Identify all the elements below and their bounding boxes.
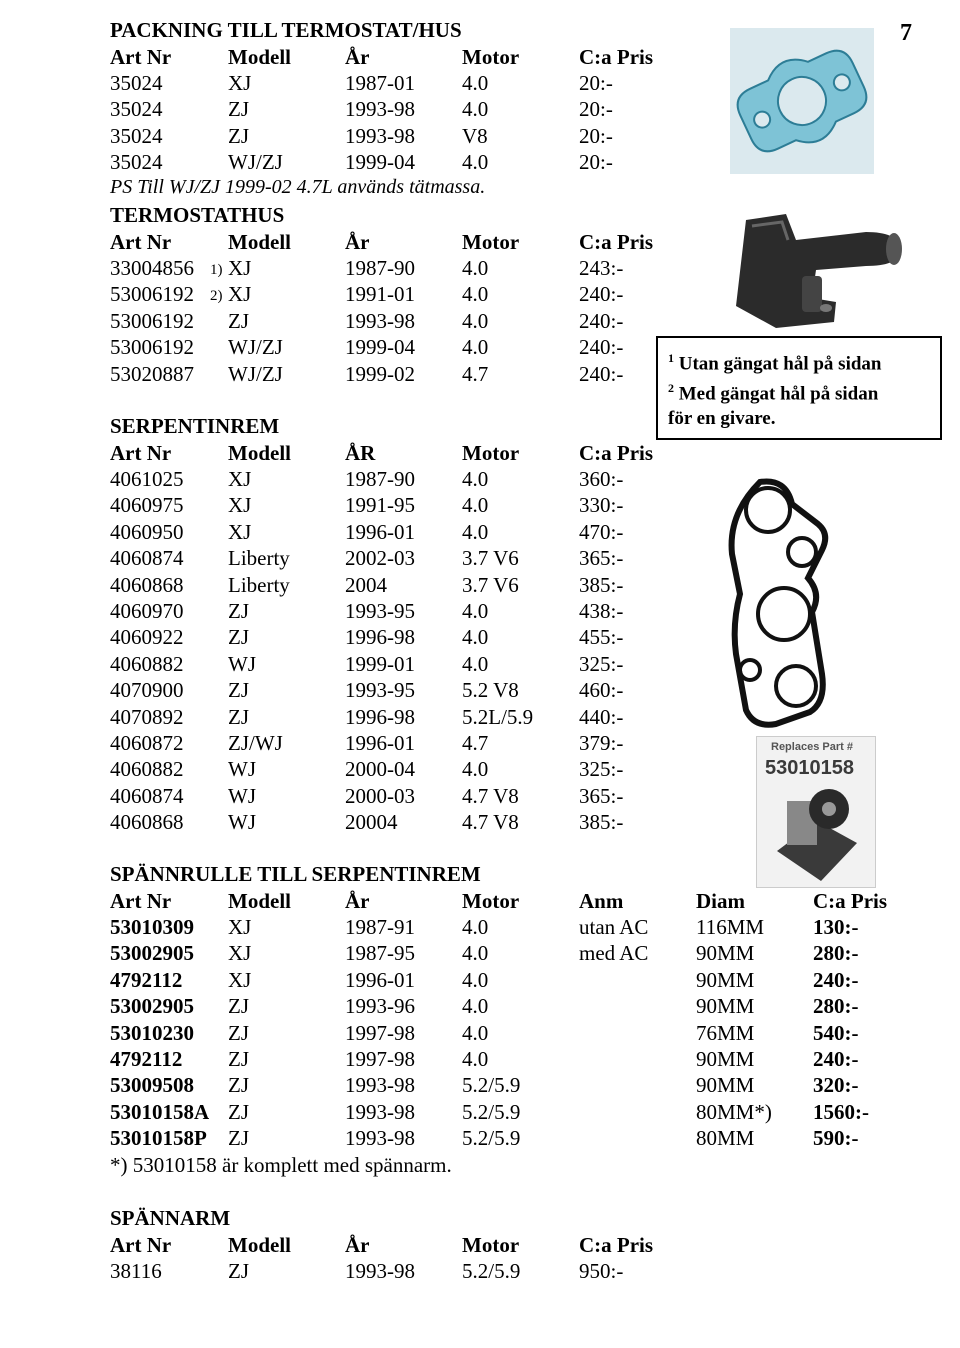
table-cell: 38116 bbox=[110, 1259, 162, 1283]
table-cell: 130:- bbox=[813, 915, 859, 939]
col-anm: Anm bbox=[579, 889, 624, 913]
col-pris: C:a Pris bbox=[813, 889, 888, 913]
section-title-serpentinrem: SERPENTINREM bbox=[110, 414, 280, 438]
table-cell: 2000-04 bbox=[345, 757, 415, 782]
gasket-image bbox=[730, 28, 874, 174]
col-pris: C:a Pris bbox=[579, 230, 654, 254]
table-cell: 470:- bbox=[579, 519, 624, 544]
table-cell: 4.0 bbox=[462, 519, 489, 544]
table-cell: 53010158A bbox=[110, 1099, 210, 1124]
table-cell: 4.0 bbox=[462, 625, 489, 650]
table-cell: ZJ bbox=[228, 1099, 249, 1124]
table-cell: 90MM bbox=[696, 1073, 755, 1098]
col-ar: År bbox=[345, 45, 370, 69]
table-cell: 4060882 bbox=[110, 651, 184, 676]
table-cell: 1987-90 bbox=[345, 256, 415, 280]
table-cell: 4.0 bbox=[462, 150, 489, 175]
table-cell: 1996-01 bbox=[345, 967, 415, 992]
table-cell: med AC bbox=[579, 941, 649, 966]
table-cell: WJ bbox=[228, 651, 256, 676]
table-cell: 2000-03 bbox=[345, 783, 415, 808]
col-pris: C:a Pris bbox=[579, 45, 654, 69]
col-artnr: Art Nr bbox=[110, 230, 172, 254]
table-cell: ZJ bbox=[228, 625, 249, 650]
table-cell: 385:- bbox=[579, 572, 624, 597]
table-cell: 53010230 bbox=[110, 1020, 194, 1045]
table-cell: 4060950 bbox=[110, 519, 184, 544]
table-cell: 80MM bbox=[696, 1126, 755, 1151]
table-cell: 360:- bbox=[579, 467, 624, 491]
replaces-label: Replaces Part # bbox=[771, 741, 853, 753]
table-cell: WJ bbox=[228, 757, 256, 782]
table-cell: 1996-98 bbox=[345, 625, 415, 650]
col-motor: Motor bbox=[462, 230, 520, 254]
section-title-packning: PACKNING TILL TERMOSTAT/HUS bbox=[110, 18, 462, 42]
table-cell: 1993-98 bbox=[345, 97, 415, 122]
table-cell: 4.0 bbox=[462, 467, 489, 491]
table-cell: 5.2 V8 bbox=[462, 678, 519, 703]
table-cell: 1999-04 bbox=[345, 335, 415, 360]
table-cell: WJ bbox=[228, 783, 256, 808]
table-cell: 53010158P bbox=[110, 1126, 207, 1151]
table-cell: XJ bbox=[228, 941, 252, 966]
section-title-spannarm: SPÄNNARM bbox=[110, 1206, 231, 1230]
table-cell: 20:- bbox=[579, 123, 613, 148]
table-cell: 320:- bbox=[813, 1073, 859, 1098]
table-cell: 20:- bbox=[579, 97, 613, 122]
table-cell: XJ bbox=[228, 71, 252, 95]
table-cell: 950:- bbox=[579, 1259, 624, 1283]
table-cell: ZJ bbox=[228, 1020, 249, 1045]
table-cell: 53006192 bbox=[110, 335, 194, 360]
table-cell: 5.2/5.9 bbox=[462, 1073, 521, 1098]
table-cell: 1) bbox=[210, 262, 223, 278]
table-cell: 460:- bbox=[579, 678, 624, 703]
table-cell: 1987-95 bbox=[345, 941, 415, 966]
col-motor: Motor bbox=[462, 45, 520, 69]
table-cell: 5.2/5.9 bbox=[462, 1259, 521, 1283]
thermostat-housing-image bbox=[716, 210, 906, 334]
table-cell: 20:- bbox=[579, 71, 613, 95]
table-cell: 280:- bbox=[813, 941, 859, 966]
table-cell: 1997-98 bbox=[345, 1020, 415, 1045]
table-cell: 4.0 bbox=[462, 71, 489, 95]
table-cell: 4060970 bbox=[110, 599, 184, 623]
table-cell: 4060868 bbox=[110, 810, 184, 835]
table-cell: ZJ bbox=[228, 97, 249, 122]
table-cell: 1993-98 bbox=[345, 1126, 415, 1151]
table-cell: 53006192 bbox=[110, 282, 194, 307]
table-cell: 1996-01 bbox=[345, 519, 415, 544]
table-cell: 4.0 bbox=[462, 651, 489, 676]
footnote-box bbox=[656, 336, 942, 440]
table-cell: 4060868 bbox=[110, 572, 184, 597]
table-cell: 4060872 bbox=[110, 731, 184, 755]
table-cell: 35024 bbox=[110, 150, 163, 175]
table-cell: ZJ bbox=[228, 1259, 249, 1283]
table-cell: ZJ bbox=[228, 1073, 249, 1098]
table-cell: 4.0 bbox=[462, 308, 489, 333]
table-cell: 4.0 bbox=[462, 757, 489, 782]
table-cell: 1996-01 bbox=[345, 731, 415, 755]
table-cell: 243:- bbox=[579, 256, 624, 280]
table-cell: 20:- bbox=[579, 150, 613, 175]
col-modell: Modell bbox=[228, 45, 291, 69]
table-cell: 4.0 bbox=[462, 967, 489, 992]
table-cell: XJ bbox=[228, 256, 252, 280]
table-cell: 455:- bbox=[579, 625, 624, 650]
table-cell: WJ/ZJ bbox=[228, 335, 283, 360]
table-cell: Liberty bbox=[228, 572, 290, 597]
table-cell: ZJ bbox=[228, 704, 249, 729]
page-number: 7 bbox=[900, 20, 912, 46]
table-cell: ZJ bbox=[228, 1047, 249, 1071]
table-cell: 438:- bbox=[579, 599, 624, 623]
col-ar: År bbox=[345, 889, 370, 913]
table-cell: XJ bbox=[228, 967, 252, 992]
table-cell: 4.7 V8 bbox=[462, 810, 519, 835]
table-cell: 2002-03 bbox=[345, 546, 415, 571]
table-cell: ZJ bbox=[228, 308, 249, 333]
table-cell: 4060882 bbox=[110, 757, 184, 782]
table-cell: 1987-90 bbox=[345, 467, 415, 491]
table-cell: 1999-04 bbox=[345, 150, 415, 175]
table-cell: 90MM bbox=[696, 1047, 755, 1071]
table-cell: 4792112 bbox=[110, 1047, 183, 1071]
table-cell: XJ bbox=[228, 915, 252, 939]
table-cell: 90MM bbox=[696, 967, 755, 992]
table-cell: 80MM*) bbox=[696, 1099, 772, 1124]
col-ar: År bbox=[345, 230, 370, 254]
table-cell: 116MM bbox=[696, 915, 765, 939]
table-cell: ZJ bbox=[228, 123, 249, 148]
table-cell: XJ bbox=[228, 519, 252, 544]
packning-note: PS Till WJ/ZJ 1999-02 4.7L används tätmassa. bbox=[110, 176, 486, 198]
table-cell: ZJ bbox=[228, 1126, 249, 1151]
table-cell: 1993-98 bbox=[345, 1073, 415, 1098]
serpentine-belt-image bbox=[726, 474, 834, 730]
table-cell: 35024 bbox=[110, 97, 163, 122]
table-cell: 53006192 bbox=[110, 308, 194, 333]
table-cell: 1993-98 bbox=[345, 1259, 415, 1283]
table-cell: 1993-98 bbox=[345, 308, 415, 333]
table-cell: 4.0 bbox=[462, 599, 489, 623]
table-cell: 365:- bbox=[579, 783, 624, 808]
table-cell: XJ bbox=[228, 282, 252, 307]
table-cell: 4.0 bbox=[462, 941, 489, 966]
col-motor: Motor bbox=[462, 1233, 520, 1257]
footnote-2: $^2$ Med gängat hål på sidan bbox=[668, 381, 879, 405]
table-cell: 1993-98 bbox=[345, 1099, 415, 1124]
table-cell: 1993-96 bbox=[345, 994, 415, 1019]
col-modell: Modell bbox=[228, 889, 291, 913]
table-cell: 440:- bbox=[579, 704, 624, 729]
table-cell: 3.7 V6 bbox=[462, 546, 519, 571]
table-cell: 53009508 bbox=[110, 1073, 194, 1098]
table-cell: 1993-95 bbox=[345, 599, 415, 623]
table-cell: 385:- bbox=[579, 810, 624, 835]
table-cell: 4.0 bbox=[462, 282, 489, 307]
table-cell: 90MM bbox=[696, 941, 755, 966]
table-cell: 4060874 bbox=[110, 783, 184, 808]
table-cell: 4.0 bbox=[462, 1020, 489, 1045]
table-cell: WJ bbox=[228, 810, 256, 835]
table-cell: 1999-01 bbox=[345, 651, 415, 676]
table-cell: 4.0 bbox=[462, 256, 489, 280]
table-cell: 4.0 bbox=[462, 493, 489, 518]
col-modell: Modell bbox=[228, 1233, 291, 1257]
table-cell: 33004856 bbox=[110, 256, 194, 280]
table-cell: 540:- bbox=[813, 1020, 859, 1045]
col-artnr: Art Nr bbox=[110, 45, 172, 69]
col-motor: Motor bbox=[462, 441, 520, 465]
table-cell: 280:- bbox=[813, 994, 859, 1019]
table-cell: ZJ bbox=[228, 599, 249, 623]
col-modell: Modell bbox=[228, 441, 291, 465]
table-cell: 1993-98 bbox=[345, 123, 415, 148]
table-cell: 590:- bbox=[813, 1126, 859, 1151]
table-cell: 330:- bbox=[579, 493, 624, 518]
table-cell: 1999-02 bbox=[345, 361, 415, 386]
tensioner-image bbox=[756, 736, 876, 888]
table-cell: 325:- bbox=[579, 651, 624, 676]
table-cell: 2004 bbox=[345, 572, 387, 597]
section-title-spannrulle: SPÄNNRULLE TILL SERPENTINREM bbox=[110, 862, 481, 886]
table-cell: 240:- bbox=[579, 308, 624, 333]
table-cell: 240:- bbox=[813, 967, 859, 992]
col-ar: ÅR bbox=[345, 441, 376, 465]
table-cell: WJ/ZJ bbox=[228, 150, 283, 175]
table-cell: 1991-95 bbox=[345, 493, 415, 518]
table-cell: 53002905 bbox=[110, 941, 194, 966]
col-artnr: Art Nr bbox=[110, 441, 172, 465]
section-title-termostathus: TERMOSTATHUS bbox=[110, 203, 285, 227]
footnote-2-cont: för en givare. bbox=[668, 407, 776, 429]
table-cell: 4060922 bbox=[110, 625, 184, 650]
table-cell: 4.0 bbox=[462, 335, 489, 360]
table-cell: 4792112 bbox=[110, 967, 183, 992]
table-cell: 76MM bbox=[696, 1020, 755, 1045]
col-diam: Diam bbox=[696, 889, 745, 913]
table-cell: utan AC bbox=[579, 915, 649, 939]
table-cell: 90MM bbox=[696, 994, 755, 1019]
table-cell: 4.0 bbox=[462, 1047, 489, 1071]
table-cell: 365:- bbox=[579, 546, 624, 571]
table-cell: ZJ bbox=[228, 678, 249, 703]
table-cell: 53010309 bbox=[110, 915, 194, 939]
table-cell: V8 bbox=[462, 123, 488, 148]
table-cell: 240:- bbox=[579, 282, 624, 307]
table-cell: 3.7 V6 bbox=[462, 572, 519, 597]
table-cell: 240:- bbox=[579, 361, 624, 386]
table-cell: 1987-91 bbox=[345, 915, 415, 939]
table-cell: 4.0 bbox=[462, 97, 489, 122]
footnote-1: $^1$ Utan gängat hål på sidan bbox=[668, 351, 882, 375]
table-cell: XJ bbox=[228, 493, 252, 518]
table-cell: 4070900 bbox=[110, 678, 184, 703]
table-cell: 379:- bbox=[579, 731, 624, 755]
table-cell: 4061025 bbox=[110, 467, 184, 491]
col-modell: Modell bbox=[228, 230, 291, 254]
table-cell: 1560:- bbox=[813, 1099, 869, 1124]
table-cell: WJ/ZJ bbox=[228, 361, 283, 386]
table-cell: ZJ/WJ bbox=[228, 731, 283, 755]
table-cell: 4.0 bbox=[462, 915, 489, 939]
table-cell: 1996-98 bbox=[345, 704, 415, 729]
table-cell: 1993-95 bbox=[345, 678, 415, 703]
table-cell: 4070892 bbox=[110, 704, 184, 729]
table-cell: 240:- bbox=[579, 335, 624, 360]
table-cell: 53020887 bbox=[110, 361, 194, 386]
table-cell: Liberty bbox=[228, 546, 290, 571]
table-cell: 4060975 bbox=[110, 493, 184, 518]
table-cell: 4.0 bbox=[462, 994, 489, 1019]
replaces-number: 53010158 bbox=[765, 757, 854, 779]
table-cell: 4.7 bbox=[462, 361, 489, 386]
table-cell: 1991-01 bbox=[345, 282, 415, 307]
col-pris: C:a Pris bbox=[579, 441, 654, 465]
table-cell: 4060874 bbox=[110, 546, 184, 571]
table-cell: 325:- bbox=[579, 757, 624, 782]
table-cell: 1987-01 bbox=[345, 71, 415, 95]
col-artnr: Art Nr bbox=[110, 1233, 172, 1257]
table-cell: ZJ bbox=[228, 994, 249, 1019]
table-cell: 2) bbox=[210, 288, 223, 305]
table-cell: 53002905 bbox=[110, 994, 194, 1019]
col-motor: Motor bbox=[462, 889, 520, 913]
spannrulle-note: *) 53010158 är komplett med spännarm. bbox=[110, 1153, 452, 1177]
table-cell: 5.2L/5.9 bbox=[462, 704, 534, 729]
table-cell: 35024 bbox=[110, 123, 163, 148]
table-cell: 4.7 bbox=[462, 731, 489, 755]
table-cell: 35024 bbox=[110, 71, 163, 95]
col-pris: C:a Pris bbox=[579, 1233, 654, 1257]
table-cell: 5.2/5.9 bbox=[462, 1126, 521, 1151]
col-artnr: Art Nr bbox=[110, 889, 172, 913]
table-cell: 4.7 V8 bbox=[462, 783, 519, 808]
table-cell: 20004 bbox=[345, 810, 398, 835]
table-cell: 5.2/5.9 bbox=[462, 1099, 521, 1124]
table-cell: XJ bbox=[228, 467, 252, 491]
col-ar: År bbox=[345, 1233, 370, 1257]
table-cell: 1997-98 bbox=[345, 1047, 415, 1071]
table-cell: 240:- bbox=[813, 1047, 859, 1071]
